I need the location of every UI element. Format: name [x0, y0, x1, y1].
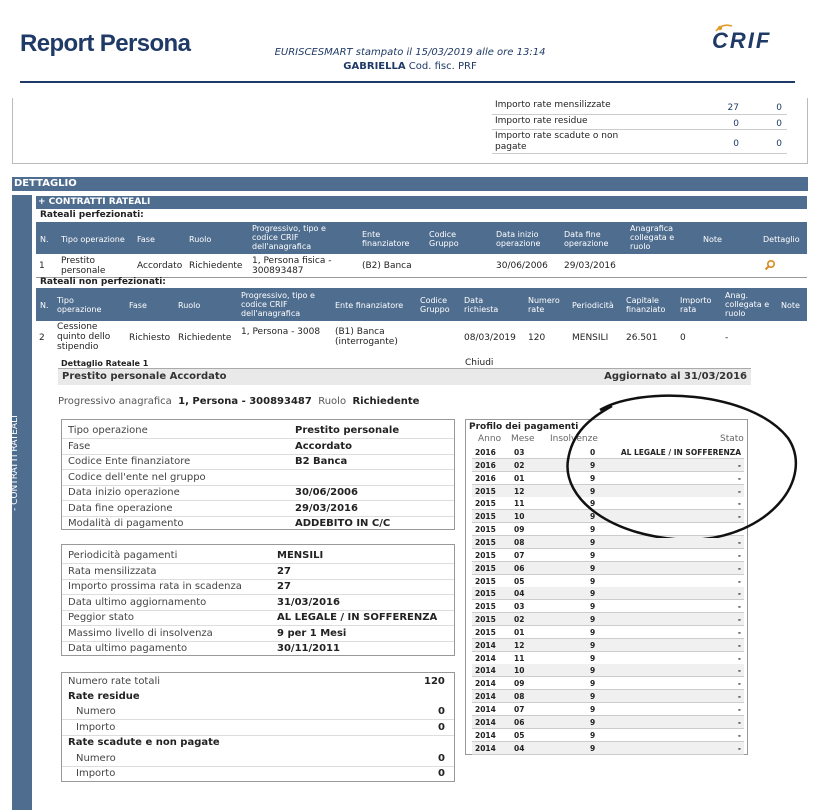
cell-anno: 2015: [475, 486, 496, 496]
field-label: Massimo livello di insolvenza: [68, 627, 213, 639]
detail-field: [62, 611, 454, 626]
cell-mese: 05: [514, 576, 525, 586]
field-value: 9 per 1 Mesi: [277, 627, 347, 639]
cell-mese: 02: [514, 460, 525, 470]
detail-field: [62, 440, 454, 455]
col-tipo: Tipo operazione: [61, 235, 125, 244]
cell-mese: 01: [514, 473, 525, 483]
cell-fine: 29/03/2016: [564, 261, 616, 271]
cell-insolvenze: 9: [590, 743, 596, 753]
detail-header: [58, 369, 751, 385]
profile-title: Profilo dei pagamenti: [469, 422, 579, 432]
cell-insolvenze: 9: [590, 537, 596, 547]
cell-fase: Richiesto: [129, 333, 171, 343]
cell-insolvenze: 9: [590, 563, 596, 573]
col-period: Periodicità: [572, 301, 614, 310]
field-value: Prestito personale: [295, 425, 400, 436]
cell-insolvenze: 9: [590, 525, 596, 535]
cell-insolvenze: 9: [590, 473, 596, 483]
profile-row: [472, 690, 744, 703]
cell-mese: 10: [514, 666, 525, 676]
col-note: Note: [781, 301, 800, 310]
cell-stato: -: [737, 666, 741, 676]
cell-insolvenze: 9: [590, 679, 596, 689]
cell-insolvenze: 9: [590, 640, 596, 650]
summary-value: 0: [733, 139, 739, 149]
residue-label: Rate residue: [68, 691, 140, 702]
cell-anno: 2015: [475, 615, 496, 625]
cell-anno: 2015: [475, 525, 496, 535]
field-label: Modalità di pagamento: [68, 518, 184, 529]
col-gruppo: Codice Gruppo: [420, 296, 450, 314]
cell-stato: -: [737, 486, 741, 496]
cell-tipo: Cessione quinto dello stipendio: [57, 322, 111, 352]
profile-row: [472, 703, 744, 716]
cell-insolvenze: 9: [590, 486, 596, 496]
cell-mese: 11: [514, 499, 525, 509]
importo-label: Importo: [76, 722, 116, 733]
cell-mese: 09: [514, 679, 525, 689]
field-value: Accordato: [295, 440, 352, 452]
cell-anno: 2015: [475, 602, 496, 612]
cell-insolvenze: 9: [590, 692, 596, 702]
profile-row: [472, 729, 744, 742]
scadute-numero: 0: [438, 753, 445, 764]
cell-mese: 05: [514, 730, 525, 740]
cell-mese: 06: [514, 717, 525, 727]
cell-anno: 2015: [475, 512, 496, 522]
cell-insolvenze: 9: [590, 512, 596, 522]
perfezionati-header: [36, 222, 807, 254]
col-importo: Importo rata: [680, 296, 712, 314]
field-value: 31/03/2016: [277, 596, 340, 608]
cell-mese: 12: [514, 640, 525, 650]
cell-stato: -: [737, 602, 741, 612]
cell-stato: -: [737, 743, 741, 753]
cell-anno: 2014: [475, 717, 496, 727]
profile-row: [472, 652, 744, 665]
col-ruolo: Ruolo: [178, 301, 201, 310]
col-progr: Progressivo, tipo e codice CRIF dell'anagrafica: [252, 224, 326, 251]
importo-label: Importo: [76, 768, 116, 779]
side-collapse-bar[interactable]: [12, 195, 32, 810]
col-fase: Fase: [129, 301, 147, 310]
cell-rate: 120: [528, 333, 546, 343]
cell-importo: 0: [680, 333, 686, 343]
cell-insolvenze: 9: [590, 576, 596, 586]
cell-stato: -: [737, 679, 741, 689]
cell-anno: 2015: [475, 563, 496, 573]
detail-field: [62, 596, 454, 611]
non-perfezionati-header: [36, 288, 807, 321]
person-name: GABRIELLA: [343, 61, 406, 72]
profile-row: [472, 600, 744, 613]
cell-insolvenze: 9: [590, 589, 596, 599]
col-progr: Progressivo, tipo e codice CRIF dell'anagrafica: [241, 291, 315, 318]
person-info: [200, 61, 620, 72]
cell-tipo: Prestito personale: [61, 256, 106, 276]
summary-label: Importo rate scadute o non pagate: [495, 131, 619, 152]
operation-box: [61, 419, 455, 530]
cell-insolvenze: 9: [590, 499, 596, 509]
cell-stato: -: [737, 692, 741, 702]
profile-row: [472, 549, 744, 562]
cell-stato: -: [737, 717, 741, 727]
cell-n: 1: [39, 261, 45, 271]
cell-insolvenze: 9: [590, 627, 596, 637]
prog-label: Progressivo anagrafica: [58, 396, 172, 407]
cell-insolvenze: 0: [590, 448, 596, 457]
cell-mese: 01: [514, 627, 525, 637]
cell-insolvenze: 9: [590, 717, 596, 727]
col-tipo: Tipo operazione: [57, 296, 102, 314]
detail-field: [62, 471, 454, 486]
summary-value: 0: [776, 103, 782, 113]
col-anag: Anag. collegata e ruolo: [725, 291, 770, 318]
field-label: Data inizio operazione: [68, 487, 180, 498]
cell-stato: -: [737, 512, 741, 522]
cell-progr: 1, Persona - 3008: [241, 327, 321, 337]
detail-field: [62, 517, 454, 532]
field-label: Tipo operazione: [68, 425, 148, 436]
ruolo-label: Ruolo: [318, 396, 347, 407]
field-value: 27: [277, 581, 291, 592]
numero-label: Numero: [76, 753, 116, 764]
cell-insolvenze: 9: [590, 550, 596, 560]
col-data: Data richiesta: [464, 296, 499, 314]
field-value: ADDEBITO IN C/C: [295, 518, 391, 529]
payment-box: [61, 544, 455, 656]
cell-mese: 07: [514, 705, 525, 714]
cell-ente: (B2) Banca: [362, 261, 412, 271]
residue-importo: 0: [438, 722, 445, 733]
summary-row: [492, 99, 787, 115]
print-info: EURISCESMART stampato il 15/03/2019 alle ore 13:14: [274, 47, 546, 58]
cell-anno: 2014: [475, 743, 496, 753]
field-label: Importo prossima rata in scadenza: [68, 581, 242, 592]
col-ente: Ente finanziatore: [335, 301, 404, 310]
cell-stato: AL LEGALE / IN SOFFERENZA: [620, 448, 741, 457]
cell-mese: 08: [514, 537, 525, 547]
cell-stato: -: [737, 525, 741, 535]
field-value: 30/11/2011: [277, 643, 340, 654]
totali-label: Numero rate totali: [68, 676, 161, 687]
field-value: 27: [277, 565, 291, 577]
summary-label: Importo rate mensilizzate: [495, 100, 611, 110]
cell-mese: 07: [514, 550, 525, 560]
field-value: MENSILI: [277, 550, 324, 561]
col-ente: Ente finanziatore: [362, 230, 410, 248]
field-label: Periodicità pagamenti: [68, 550, 178, 561]
cell-insolvenze: 9: [590, 602, 596, 612]
cell-anno: 2016: [475, 448, 496, 457]
section-dettaglio: DETTAGLIO: [12, 177, 808, 191]
col-n: N.: [40, 235, 49, 244]
cell-insolvenze: 9: [590, 705, 596, 714]
detail-field: [62, 580, 454, 595]
field-label: Data fine operazione: [68, 502, 173, 514]
profile-row: [472, 716, 744, 729]
col-dettaglio: Dettaglio: [763, 235, 800, 244]
detail-field: [62, 502, 454, 517]
summary-row: [492, 130, 787, 154]
detail-bar: [58, 358, 751, 369]
cell-anno: 2016: [475, 473, 496, 483]
close-link[interactable]: Chiudi: [465, 358, 494, 368]
scadute-label: Rate scadute e non pagate: [68, 737, 220, 748]
field-value: AL LEGALE / IN SOFFERENZA: [277, 612, 438, 623]
cell-inizio: 30/06/2006: [496, 261, 548, 271]
cell-stato: -: [737, 653, 741, 663]
summary-row: [492, 115, 787, 130]
summary-value: 0: [776, 139, 782, 149]
col-fase: Fase: [137, 235, 155, 244]
cell-anno: 2015: [475, 576, 496, 586]
cell-insolvenze: 9: [590, 460, 596, 470]
cell-ente: (B1) Banca (interrogante): [335, 327, 398, 347]
cell-mese: 09: [514, 525, 525, 535]
cell-stato: -: [737, 615, 741, 625]
col-inizio: Data inizio operazione: [496, 230, 541, 248]
cell-anag: -: [725, 333, 729, 343]
numero-label: Numero: [76, 706, 116, 717]
cell-mese: 02: [514, 615, 525, 625]
detail-field: [62, 549, 454, 564]
cell-anno: 2014: [475, 666, 496, 676]
field-label: Fase: [68, 440, 91, 452]
cell-mese: 06: [514, 563, 525, 573]
perfezionati-title: Rateali perfezionati:: [40, 210, 144, 220]
cell-anno: 2015: [475, 550, 496, 560]
profile-row: [472, 677, 744, 690]
field-label: Data ultimo pagamento: [68, 643, 188, 654]
cell-stato: -: [737, 473, 741, 483]
cell-stato: -: [737, 537, 741, 547]
col-anag: Anagrafica collegata e ruolo: [630, 224, 675, 251]
cell-mese: 04: [514, 743, 525, 753]
cell-insolvenze: 9: [590, 666, 596, 676]
cell-stato: -: [737, 550, 741, 560]
cell-anno: 2015: [475, 589, 496, 599]
cell-stato: -: [737, 499, 741, 509]
cell-anno: 2015: [475, 537, 496, 547]
cell-mese: 12: [514, 486, 525, 496]
progressivo-line: [58, 396, 419, 407]
summary-value: 0: [733, 119, 739, 129]
col-fine: Data fine operazione: [564, 230, 609, 248]
cell-anno: 2016: [475, 460, 496, 470]
header-divider: [20, 81, 795, 83]
detail-updated: Aggiornato al 31/03/2016: [604, 371, 747, 382]
cell-anno: 2014: [475, 730, 496, 740]
col-ruolo: Ruolo: [189, 235, 212, 244]
residue-numero: 0: [438, 706, 445, 717]
ruolo-value: Richiedente: [352, 396, 420, 407]
rate-box: [61, 672, 455, 782]
detail-field: [62, 424, 454, 439]
profile-row: [472, 626, 744, 639]
cell-stato: -: [737, 640, 741, 650]
summary-label: Importo rate residue: [495, 116, 588, 126]
cell-data: 08/03/2019: [464, 333, 516, 343]
cell-ruolo: Richiedente: [178, 333, 232, 343]
col-n: N.: [40, 301, 49, 310]
field-value: B2 Banca: [295, 456, 348, 467]
field-label: Codice dell'ente nel gruppo: [68, 471, 206, 483]
detail-field: [62, 565, 454, 580]
profile-row: [472, 742, 744, 755]
cell-stato: -: [737, 705, 741, 714]
profile-row: [472, 587, 744, 600]
cell-mese: 08: [514, 692, 525, 702]
crif-logo: [708, 22, 798, 52]
cell-mese: 10: [514, 512, 525, 522]
totali-value: 120: [424, 676, 445, 687]
fiscal-code: Cod. fisc. PRF: [408, 61, 477, 72]
cell-stato: -: [737, 460, 741, 470]
cell-n: 2: [39, 333, 45, 343]
scadute-importo: 0: [438, 768, 445, 779]
detail-field: [62, 455, 454, 470]
cell-capitale: 26.501: [626, 333, 658, 343]
table-row[interactable]: [36, 322, 807, 356]
field-value: 30/06/2006: [295, 487, 358, 498]
cell-anno: 2014: [475, 640, 496, 650]
cell-stato: -: [737, 563, 741, 573]
cell-anno: 2014: [475, 692, 496, 702]
profile-col-anno: Anno: [478, 434, 502, 444]
profile-row: [472, 664, 744, 677]
cell-insolvenze: 9: [590, 730, 596, 740]
summary-value: 0: [776, 119, 782, 129]
col-capitale: Capitale finanziato: [626, 296, 666, 314]
cell-anno: 2014: [475, 653, 496, 663]
cell-anno: 2014: [475, 679, 496, 689]
profile-col-insolvenze: Insolvenze: [550, 434, 598, 444]
contratti-rateali-toggle[interactable]: + CONTRATTI RATEALI: [36, 196, 807, 209]
profile-row: [472, 575, 744, 588]
detail-field: [62, 642, 454, 657]
field-label: Data ultimo aggiornamento: [68, 596, 207, 608]
col-gruppo: Codice Gruppo: [429, 230, 459, 248]
field-label: Codice Ente finanziatore: [68, 456, 191, 467]
detail-field: [62, 627, 454, 642]
cell-insolvenze: 9: [590, 615, 596, 625]
summary-value: 27: [727, 103, 739, 113]
cell-mese: 11: [514, 653, 525, 663]
cell-ruolo: Richiedente: [189, 261, 243, 271]
cell-progr: 1, Persona fisica - 300893487: [252, 256, 332, 276]
profile-row: [472, 562, 744, 575]
profile-col-mese: Mese: [511, 434, 535, 444]
cell-anno: 2015: [475, 627, 496, 637]
detail-title: Prestito personale Accordato: [62, 371, 227, 382]
cell-mese: 03: [514, 448, 525, 457]
logo-text: CRIF: [712, 28, 772, 52]
cell-anno: 2014: [475, 705, 496, 714]
cell-stato: -: [737, 576, 741, 586]
non-perfezionati-title: Rateali non perfezionati:: [40, 277, 166, 287]
cell-anno: 2015: [475, 499, 496, 509]
profile-row: [472, 613, 744, 626]
detail-label: Dettaglio Rateale 1: [61, 359, 149, 368]
col-rate: Numero rate: [528, 296, 560, 314]
cell-stato: -: [737, 589, 741, 599]
cell-mese: 03: [514, 602, 525, 612]
magnifier-icon[interactable]: [764, 259, 776, 274]
hand-drawn-circle: [560, 388, 800, 538]
report-title: Report Persona: [20, 30, 191, 57]
cell-period: MENSILI: [572, 333, 609, 343]
detail-field: [62, 486, 454, 501]
col-note: Note: [703, 235, 722, 244]
field-value: 29/03/2016: [295, 502, 358, 514]
prog-value: 1, Persona - 300893487: [178, 396, 312, 407]
cell-insolvenze: 9: [590, 653, 596, 663]
table-row[interactable]: [36, 256, 807, 278]
profile-col-stato: Stato: [720, 434, 744, 444]
field-label: Rata mensilizzata: [68, 565, 157, 577]
side-label[interactable]: - CONTRATTI RATEALI: [10, 415, 20, 511]
cell-fase: Accordato: [137, 261, 183, 271]
profile-row: [472, 639, 744, 652]
cell-stato: -: [737, 627, 741, 637]
cell-stato: -: [737, 730, 741, 740]
field-label: Peggior stato: [68, 612, 135, 623]
cell-mese: 04: [514, 589, 525, 599]
